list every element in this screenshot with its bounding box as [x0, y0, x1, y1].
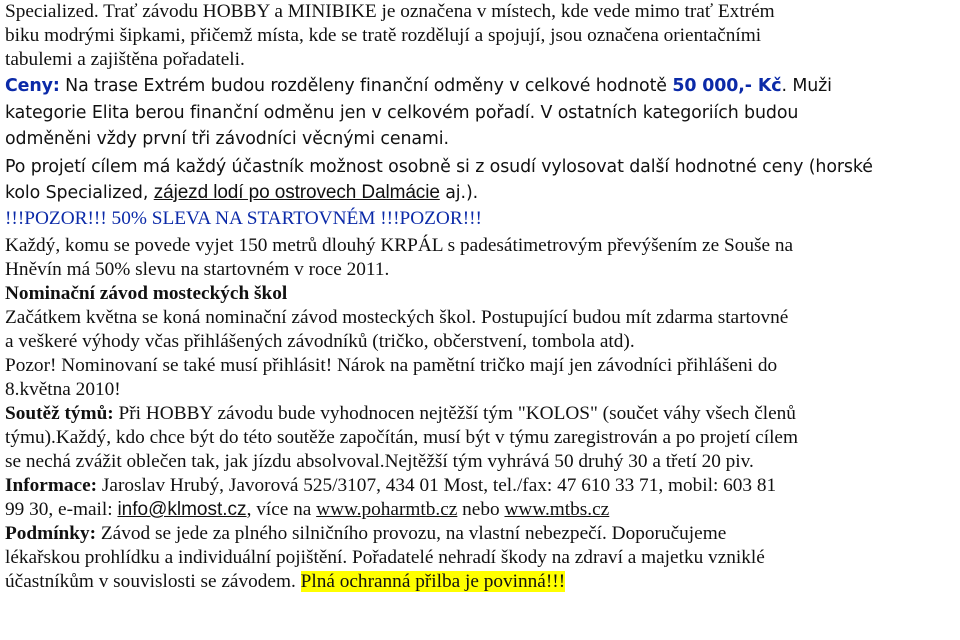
helmet-required-notice: Plná ochranná přilba je povinná!!! [300, 571, 566, 592]
poharmtb-link[interactable]: www.poharmtb.cz [316, 499, 458, 520]
text-line: Začátkem května se koná nominační závod mosteckých škol. Postupující budou mít zdarma startovné [5, 307, 789, 328]
text-line [5, 181, 478, 205]
prize-amount: 50 000,- Kč [672, 76, 782, 96]
prizes-text-rest: . Muži [781, 76, 832, 96]
text-line: kategorie Elita berou finanční odměnu jen v celkovém pořadí. V ostatních kategoriích budou [5, 103, 799, 123]
prizes-text: Na trase Extrém budou rozděleny finanční odměny v celkové hodnotě [59, 76, 673, 96]
text-line: Po projetí cílem má každý účastník možnost osobně si z osudí vylosovat další hodnotné ceny (horské [5, 157, 873, 177]
contact-line [5, 498, 609, 522]
text-segment: 99 30, e-mail: [5, 499, 118, 520]
text-line: biku modrými šipkami, přičemž místa, kde se tratě rozdělují a spojují, jsou označena orientačními [5, 25, 762, 46]
text-line: se nechá zvážit oblečen tak, jak jízdu absolvoval.Nejtěžší tým vyhrává 50 druhý 30 a třetí 20 piv. [5, 451, 754, 472]
prizes-line [5, 74, 832, 98]
text-line [5, 570, 565, 594]
conditions-line [5, 522, 726, 546]
text-line: odměněni vždy první tři závodníci věcnými cenami. [5, 129, 449, 149]
discount-notice: !!!POZOR!!! 50% SLEVA NA STARTOVNÉM !!!POZOR!!! [5, 208, 482, 229]
text-segment: Jaroslav Hrubý, Javorová 525/3107, 434 01 Most, tel./fax: 47 610 33 71, mobil: 603 81 [97, 475, 777, 496]
text-segment: účastníkům v souvislosti se závodem. [5, 571, 301, 592]
prizes-label: Ceny: [5, 76, 60, 96]
email-link[interactable]: info@klmost.cz [117, 499, 247, 520]
text-segment: Při HOBBY závodu bude vyhodnocen nejtěžší tým "KOLOS" (součet váhy všech členů [113, 403, 796, 424]
text-line: a veškeré výhody včas přihlášených závodníků (tričko, občerstvení, tombola atd). [5, 331, 635, 352]
info-line [5, 474, 776, 498]
text-line: Pozor! Nominovaní se také musí přihlásit! Nárok na pamětní tričko mají jen závodníci přihlášeni do [5, 355, 778, 376]
text-line: lékařskou prohlídku a individuální pojištění. Pořadatelé nehradí škody na zdraví a majetku vzniklé [5, 547, 765, 568]
conditions-label: Podmínky: [5, 523, 97, 544]
text-segment: Závod se jede za plného silničního provozu, na vlastní nebezpečí. Doporučujeme [96, 523, 727, 544]
dalmatia-trip-link[interactable]: zájezd lodí po ostrovech Dalmácie [153, 182, 440, 203]
text-segment: aj.). [439, 183, 479, 203]
text-line: 8.května 2010! [5, 379, 121, 400]
team-contest-label: Soutěž týmů: [5, 403, 114, 424]
team-contest-line [5, 402, 796, 426]
text-line: Specialized. Trať závodu HOBBY a MINIBIKE je označena v místech, kde vede mimo trať Extrém [5, 1, 775, 22]
text-segment: kolo Specialized, [5, 183, 154, 203]
text-segment: , více na [246, 499, 317, 520]
text-line: týmu).Každý, kdo chce být do této soutěže započítán, musí být v týmu zaregistrován a po projetí cílem [5, 427, 798, 448]
info-label: Informace: [5, 475, 98, 496]
text-line: Hněvín má 50% slevu na startovném v roce 2011. [5, 259, 390, 280]
text-line: tabulemi a zajištěna pořadateli. [5, 49, 245, 70]
text-line: Každý, komu se povede vyjet 150 metrů dlouhý KRPÁL s padesátimetrovým převýšením ze Souše na [5, 235, 794, 256]
section-heading-school-race: Nominační závod mosteckých škol [5, 283, 288, 304]
mtbs-link[interactable]: www.mtbs.cz [504, 499, 610, 520]
text-segment: nebo [457, 499, 505, 520]
